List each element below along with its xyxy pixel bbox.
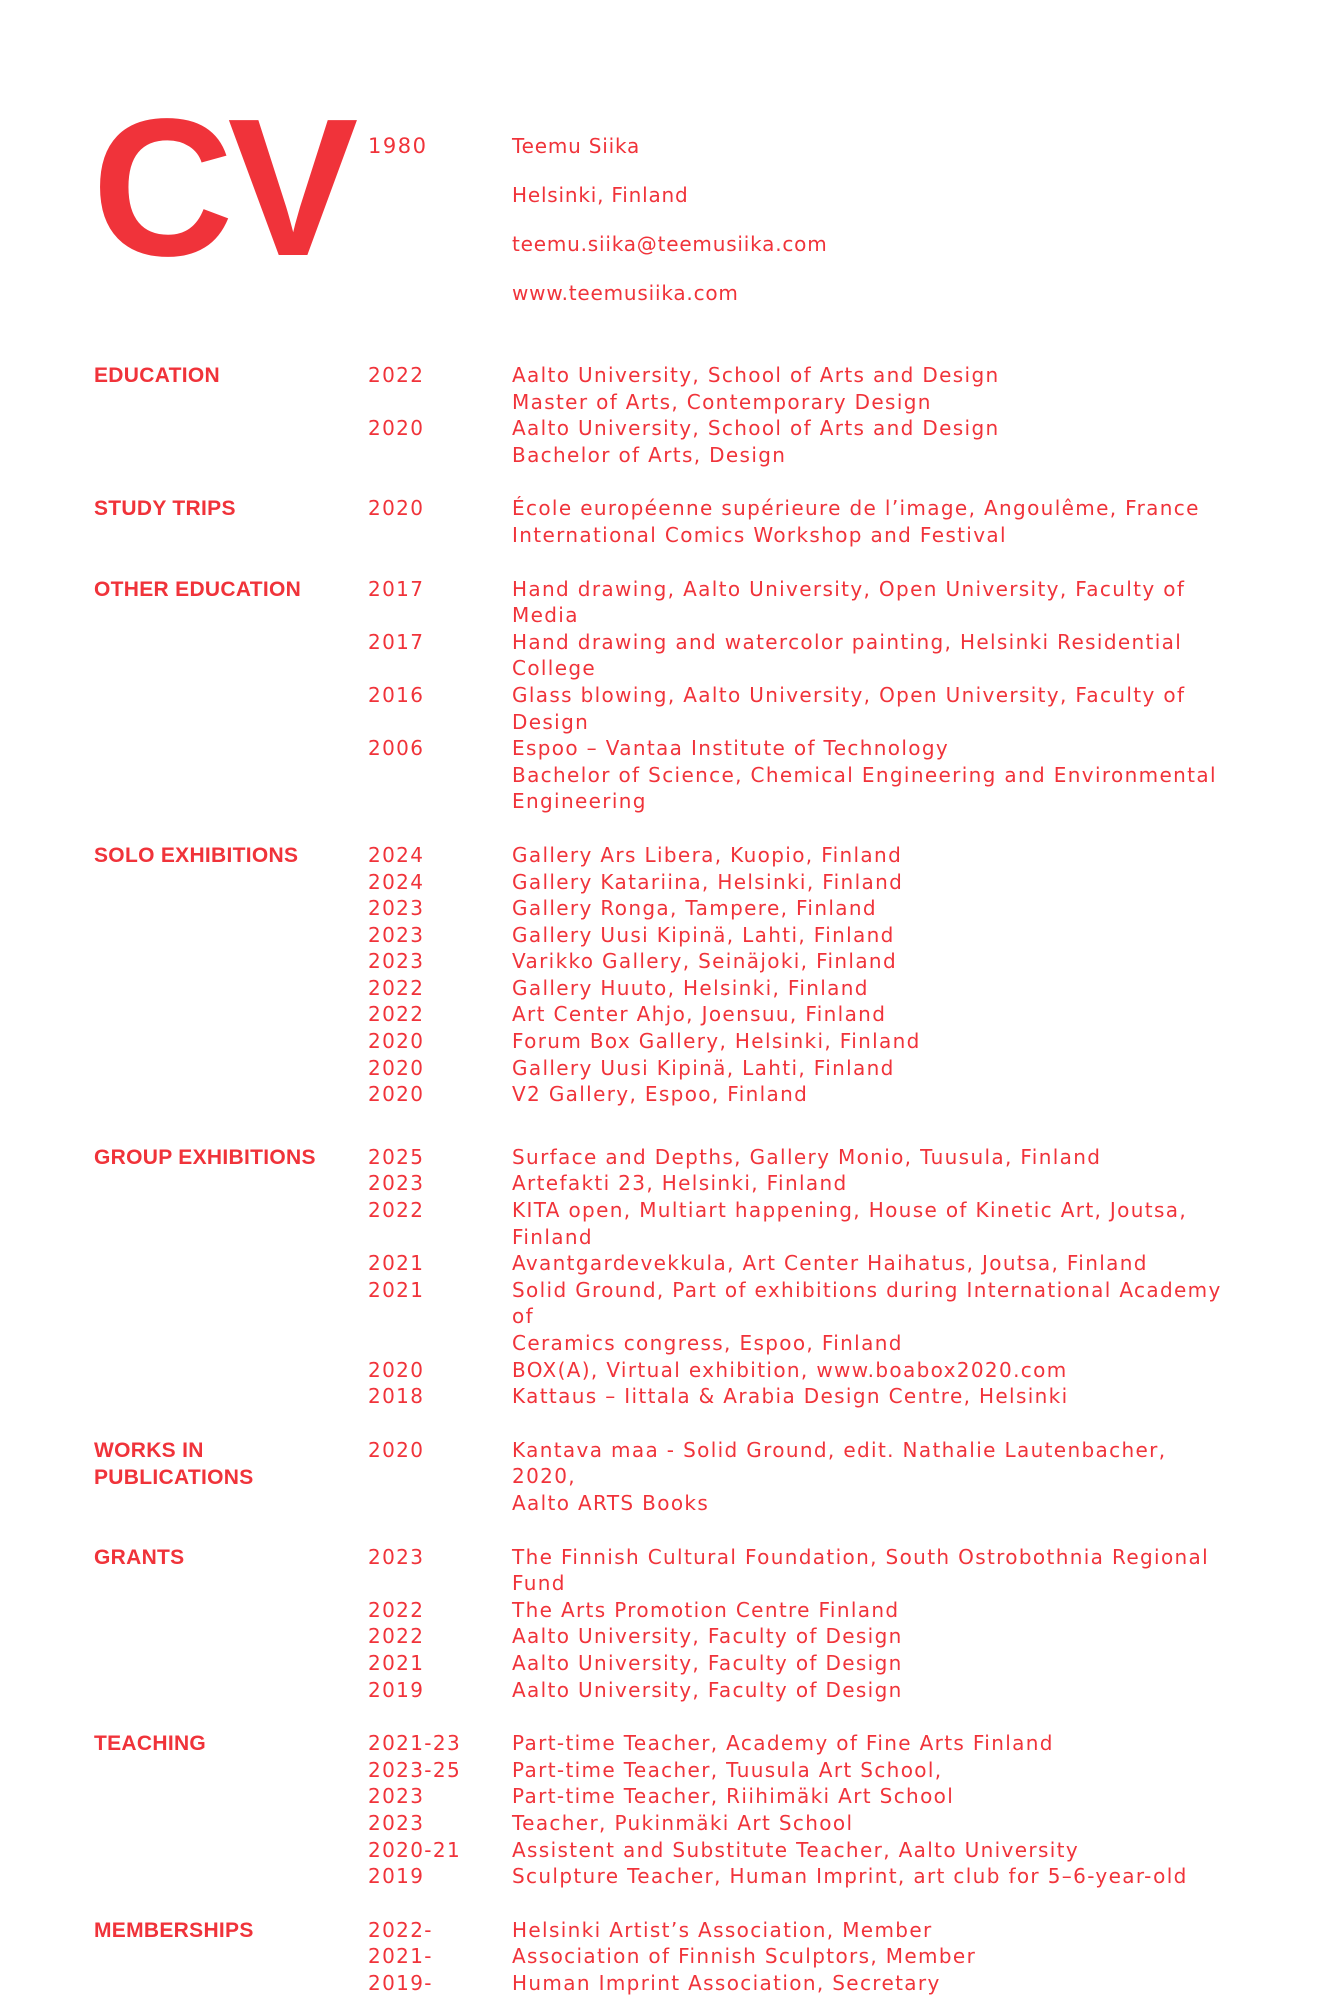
entry-year: 2020 — [368, 416, 425, 441]
cv-title: CV — [92, 78, 353, 297]
entry-row — [368, 1863, 1294, 1890]
entry-text: Artefakti 23, Helsinki, Finland — [512, 1171, 848, 1196]
entry-year: 2021-23 — [368, 1731, 462, 1756]
entry-year — [368, 762, 512, 789]
entry-row — [368, 576, 1294, 629]
entry-text: Bachelor of Arts, Design — [512, 442, 787, 467]
entry-text: Bachelor of Science, Chemical Engineering and Environmental — [512, 762, 1217, 787]
entry-row — [368, 1783, 1294, 1810]
entry-year — [368, 788, 512, 815]
entry-text: Aalto University, School of Arts and Design — [512, 416, 1000, 441]
entry-text: Part-time Teacher, Academy of Fine Arts Finland — [512, 1731, 1054, 1756]
entry-row — [368, 1837, 1294, 1864]
entry-year: 2023 — [368, 949, 425, 974]
entry-row — [368, 1437, 1294, 1490]
entry-text: Kantava maa - Solid Ground, edit. Nathalie Lautenbacher, 2020, — [512, 1437, 1167, 1489]
section-entries — [368, 1544, 1294, 1704]
entry-row — [368, 1250, 1294, 1277]
entry-year: 2022 — [368, 1597, 425, 1622]
entry-row — [368, 389, 1294, 416]
section-entries — [368, 362, 1294, 468]
entry-text: Master of Arts, Contemporary Design — [512, 389, 932, 414]
entry-text: Aalto University, Faculty of Design — [512, 1650, 903, 1675]
section-entries — [368, 1730, 1294, 1890]
entry-year: 2023 — [368, 1784, 425, 1809]
entry-text: Espoo – Vantaa Institute of Technology — [512, 736, 950, 761]
entry-year: 2017 — [368, 576, 425, 601]
entry-text: BOX(A), Virtual exhibition, www.boabox2020.com — [512, 1357, 1068, 1382]
entry-text: Gallery Huuto, Helsinki, Finland — [512, 975, 869, 1000]
entry-text: KITA open, Multiart happening, House of Kinetic Art, Joutsa, Finland — [512, 1198, 1188, 1249]
section-entries — [368, 495, 1294, 548]
entry-row — [368, 1357, 1294, 1384]
entry-row — [368, 1028, 1294, 1055]
cv-section — [94, 1544, 1294, 1704]
entry-row — [368, 1197, 1294, 1250]
entry-row — [368, 1757, 1294, 1784]
entry-row — [368, 1677, 1294, 1704]
section-title: MEMBERSHIPS — [94, 1918, 254, 1942]
entry-row — [368, 895, 1294, 922]
entry-text: Gallery Ronga, Tampere, Finland — [512, 896, 877, 921]
entry-text: Forum Box Gallery, Helsinki, Finland — [512, 1029, 921, 1054]
entry-row — [368, 522, 1294, 549]
entry-text: Aalto University, Faculty of Design — [512, 1624, 903, 1649]
entry-text: Aalto University, Faculty of Design — [512, 1677, 903, 1702]
entry-text: Gallery Uusi Kipinä, Lahti, Finland — [512, 922, 895, 947]
entry-year: 2022 — [368, 1624, 425, 1649]
entry-text: Surface and Depths, Gallery Monio, Tuusula, Finland — [512, 1144, 1102, 1169]
section-title: EDUCATION — [94, 364, 220, 387]
entry-row — [368, 1810, 1294, 1837]
entry-year: 2021 — [368, 1277, 425, 1302]
entry-text: Assistent and Substitute Teacher, Aalto University — [512, 1837, 1080, 1862]
entry-text: The Arts Promotion Centre Finland — [512, 1597, 900, 1622]
entry-year: 2023 — [368, 922, 425, 947]
entry-row — [368, 1330, 1294, 1357]
contact-location: Helsinki, Finland — [512, 183, 689, 207]
section-title: GRANTS — [94, 1545, 185, 1569]
entry-year: 2020 — [368, 1082, 425, 1107]
entry-year: 2020-21 — [368, 1837, 462, 1862]
entry-year: 2022- — [368, 1917, 433, 1942]
entry-row — [368, 1917, 1294, 1944]
entry-row — [368, 1001, 1294, 1028]
entry-year: 2023-25 — [368, 1757, 462, 1782]
entry-year: 2023 — [368, 1171, 425, 1196]
entry-year — [368, 522, 512, 549]
entry-row — [368, 1490, 1294, 1517]
entry-row — [368, 1730, 1294, 1757]
section-entries — [368, 842, 1294, 1108]
section-entries — [368, 1917, 1294, 1996]
entry-year: 2025 — [368, 1144, 425, 1169]
entry-row — [368, 1170, 1294, 1197]
entry-text: Gallery Uusi Kipinä, Lahti, Finland — [512, 1055, 895, 1080]
entry-row — [368, 735, 1294, 762]
section-title: STUDY TRIPS — [94, 497, 236, 521]
entry-year: 2023 — [368, 1544, 425, 1569]
contact-email[interactable]: teemu.siika@teemusiika.com — [512, 232, 828, 256]
entry-year — [368, 1490, 512, 1517]
entry-row — [368, 1383, 1294, 1410]
entry-row — [368, 975, 1294, 1002]
entry-text: Part-time Teacher, Tuusula Art School, — [512, 1757, 943, 1782]
entry-year: 2020 — [368, 1357, 425, 1382]
entry-year: 2022 — [368, 363, 425, 387]
entry-year: 2023 — [368, 1810, 425, 1835]
section-title: GROUP EXHIBITIONS — [94, 1145, 316, 1169]
entry-row — [368, 442, 1294, 469]
entry-row — [368, 1277, 1294, 1330]
entry-row — [368, 629, 1294, 682]
entry-text: Ceramics congress, Espoo, Finland — [512, 1331, 903, 1355]
contact-name: Teemu Siika — [512, 134, 641, 158]
entry-year: 2019 — [368, 1677, 425, 1702]
entry-year: 2019- — [368, 1970, 433, 1995]
section-entries — [368, 576, 1294, 815]
entry-row — [368, 1623, 1294, 1650]
entry-text: Varikko Gallery, Seinäjoki, Finland — [512, 949, 898, 974]
entry-year: 2019 — [368, 1864, 425, 1889]
entry-year: 2017 — [368, 629, 425, 654]
entry-text: École européenne supérieure de l’image, Angoulême, France — [512, 496, 1200, 521]
entry-year — [368, 1330, 512, 1357]
entry-row — [368, 1544, 1294, 1597]
contact-block — [512, 133, 828, 329]
entry-year: 2022 — [368, 1002, 425, 1027]
entry-text: Gallery Ars Libera, Kuopio, Finland — [512, 842, 903, 867]
entry-year: 2016 — [368, 682, 425, 707]
entry-year: 2024 — [368, 842, 425, 867]
entry-row — [368, 1055, 1294, 1082]
birth-year: 1980 — [368, 134, 428, 158]
entry-text: Sculpture Teacher, Human Imprint, art club for 5–6-year-old — [512, 1864, 1188, 1889]
section-entries — [368, 1144, 1294, 1410]
entry-year: 2024 — [368, 869, 425, 894]
entry-year: 2022 — [368, 975, 425, 1000]
entry-row — [368, 362, 1294, 389]
entry-row — [368, 1970, 1294, 1996]
entry-text: Association of Finnish Sculptors, Member — [512, 1944, 977, 1969]
entry-row — [368, 948, 1294, 975]
cv-section — [94, 1437, 1294, 1517]
entry-row — [368, 495, 1294, 522]
entry-year: 2020 — [368, 1029, 425, 1054]
entry-row — [368, 1144, 1294, 1171]
cv-section — [94, 576, 1294, 815]
entry-text: The Finnish Cultural Foundation, South Ostrobothnia Regional Fund — [512, 1544, 1210, 1596]
entry-row — [368, 415, 1294, 442]
section-title: TEACHING — [94, 1732, 207, 1756]
entry-row — [368, 1081, 1294, 1108]
entry-text: International Comics Workshop and Festival — [512, 522, 1007, 547]
entry-year — [368, 389, 512, 416]
section-title: OTHER EDUCATION — [94, 577, 302, 601]
entry-row — [368, 682, 1294, 735]
entry-row — [368, 842, 1294, 869]
entry-row — [368, 869, 1294, 896]
entry-year: 2021- — [368, 1944, 433, 1969]
section-entries — [368, 1437, 1294, 1517]
contact-website[interactable]: www.teemusiika.com — [512, 281, 739, 305]
cv-sections — [94, 362, 1294, 1996]
entry-row — [368, 1943, 1294, 1970]
entry-text: Aalto University, School of Arts and Design — [512, 363, 1000, 387]
entry-year: 2020 — [368, 1055, 425, 1080]
entry-text: Human Imprint Association, Secretary — [512, 1970, 941, 1995]
cv-section — [94, 362, 1294, 468]
entry-year: 2022 — [368, 1198, 425, 1223]
entry-year: 2021 — [368, 1650, 425, 1675]
cv-section — [94, 1144, 1294, 1410]
entry-text: Hand drawing, Aalto University, Open University, Faculty of Media — [512, 576, 1186, 628]
entry-text: Helsinki Artist’s Association, Member — [512, 1917, 933, 1942]
entry-text: V2 Gallery, Espoo, Finland — [512, 1082, 809, 1107]
entry-year: 2020 — [368, 496, 425, 521]
entry-text: Engineering — [512, 789, 647, 814]
entry-text: Glass blowing, Aalto University, Open University, Faculty of Design — [512, 682, 1186, 734]
cv-section — [94, 1917, 1294, 1996]
entry-text: Part-time Teacher, Riihimäki Art School — [512, 1784, 955, 1809]
cv-section — [94, 1730, 1294, 1890]
entry-year: 2020 — [368, 1437, 425, 1462]
entry-year: 2021 — [368, 1251, 425, 1276]
cv-section — [94, 495, 1294, 548]
section-title: SOLO EXHIBITIONS — [94, 843, 299, 867]
entry-year: 2006 — [368, 736, 425, 761]
entry-row — [368, 922, 1294, 949]
entry-text: Hand drawing and watercolor painting, Helsinki Residential College — [512, 629, 1183, 681]
entry-text: Teacher, Pukinmäki Art School — [512, 1810, 854, 1835]
entry-row — [368, 762, 1294, 789]
entry-text: Gallery Katariina, Helsinki, Finland — [512, 869, 904, 894]
entry-text: Avantgardevekkula, Art Center Haihatus, Joutsa, Finland — [512, 1251, 1148, 1276]
section-title: WORKS IN PUBLICATIONS — [94, 1438, 254, 1489]
entry-row — [368, 1597, 1294, 1624]
entry-year: 2018 — [368, 1384, 425, 1409]
entry-year: 2023 — [368, 896, 425, 921]
entry-text: Art Center Ahjo, Joensuu, Finland — [512, 1002, 887, 1027]
entry-row — [368, 1650, 1294, 1677]
entry-year — [368, 442, 512, 469]
entry-text: Aalto ARTS Books — [512, 1490, 710, 1515]
cv-section — [94, 842, 1294, 1108]
entry-row — [368, 788, 1294, 815]
entry-text: Solid Ground, Part of exhibitions during International Academy of — [512, 1277, 1222, 1329]
entry-text: Kattaus – Iittala & Arabia Design Centre, Helsinki — [512, 1384, 1069, 1409]
